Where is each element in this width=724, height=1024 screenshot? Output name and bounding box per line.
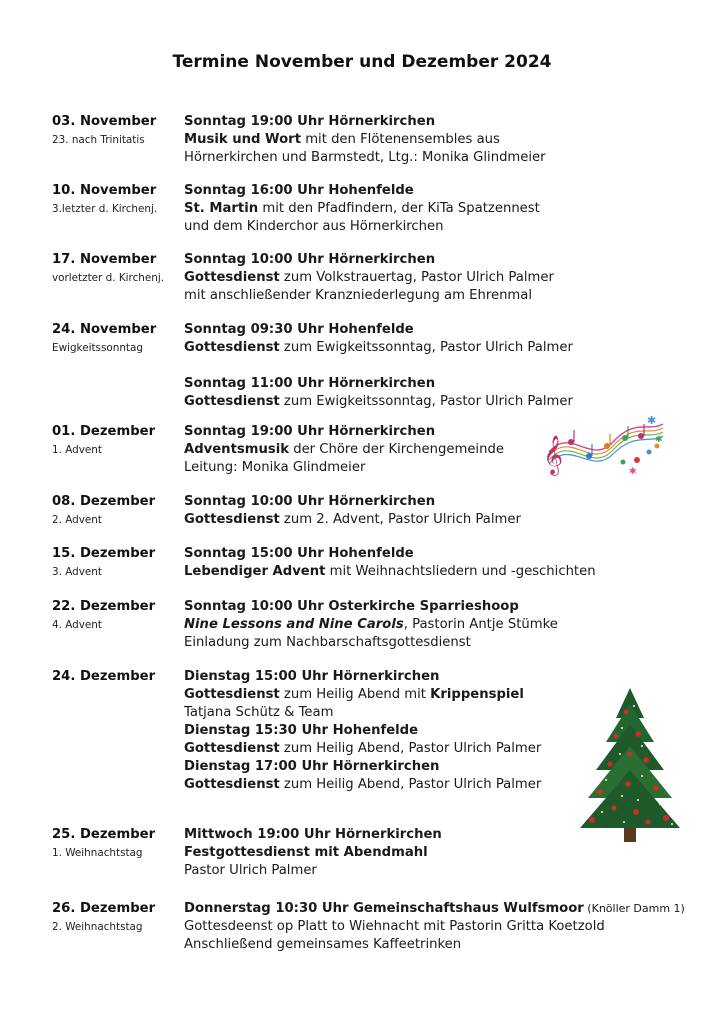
event-liturgical-day: Ewigkeitssonntag [52,342,143,354]
event-text-segment: Gottesdeenst op Platt to Wiehnacht mit Pastorin Gritta Koetzold [184,919,605,934]
event-text-segment: Sonntag 10:00 Uhr Hörnerkirchen [184,494,436,509]
svg-text:✱: ✱ [647,414,657,427]
event-detail-line [184,634,704,652]
event-date-column [52,668,180,686]
event-text-segment: Anschließend gemeinsames Kaffeetrinken [184,937,462,952]
event-text-segment: Donnerstag 10:30 Uhr Gemeinschaftshaus Wulfsmoor [184,901,584,916]
event-date: 03. November [52,114,157,129]
event-text-segment: Dienstag 15:30 Uhr Hohenfelde [184,723,419,738]
event-text-segment: Sonntag 11:00 Uhr Hörnerkirchen [184,376,436,391]
event-date-column [52,251,180,287]
event-detail-line [184,218,704,236]
event-date-column [52,900,180,936]
event-detail-line [184,598,704,616]
event-liturgical-day: 2. Weihnachtstag [52,921,143,933]
svg-text:𝄞: 𝄞 [543,435,564,475]
event-date-column [52,545,180,581]
event-date: 26. Dezember [52,901,156,916]
event-text-segment: Sonntag 19:00 Uhr Hörnerkirchen [184,424,436,439]
event-date: 17. November [52,252,157,267]
event-detail-line [184,936,704,954]
event-date: 08. Dezember [52,494,156,509]
event-date: 24. Dezember [52,669,156,684]
event-text-segment: Sonntag 19:00 Uhr Hörnerkirchen [184,114,436,129]
event-date-column [52,493,180,529]
event-text-segment: zum Heilig Abend mit [279,687,431,702]
event-text-segment: Mittwoch 19:00 Uhr Hörnerkirchen [184,827,442,842]
event-detail-line [184,131,704,149]
event-text-segment: Gottesdienst [184,394,280,409]
event-detail-line [184,287,704,305]
music-notes-decoration [541,412,667,476]
event-text-segment: Pastor Ulrich Palmer [184,863,317,878]
event-detail-line [184,357,704,375]
event-text-segment: mit Weihnachtsliedern und -geschichten [325,564,596,579]
event-text-segment: Gottesdienst [184,741,280,756]
event-detail-line [184,900,704,918]
event-text-segment: mit den Flötenensembles aus [301,132,500,147]
event-liturgical-day: 4. Advent [52,619,102,631]
event-date-column [52,826,180,862]
event-details [184,900,704,954]
event-detail-line [184,918,704,936]
event-text-segment: St. Martin [184,201,259,216]
event-text-segment: Gottesdienst [184,777,280,792]
event-text-segment: Sonntag 15:00 Uhr Hohenfelde [184,546,414,561]
event-detail-line [184,200,704,218]
event-detail-line [184,563,704,581]
event-detail-line [184,251,704,269]
event-text-segment: Adventsmusik [184,442,289,457]
event-detail-line [184,844,704,862]
event-text-segment: Gottesdienst [184,512,280,527]
event-liturgical-day: 3.letzter d. Kirchenj. [52,203,158,215]
event-date-column [52,598,180,634]
event-detail-line [184,339,704,357]
event-date: 10. November [52,183,157,198]
event-detail-line [184,321,704,339]
event-detail-line [184,545,704,563]
event-details [184,251,704,305]
event-detail-line [184,393,704,411]
event-text-segment: zum Volkstrauertag, Pastor Ulrich Palmer [279,270,554,285]
event-text-segment: Nine Lessons and Nine Carols [184,617,404,632]
event-text-segment: der Chöre der Kirchengemeinde [289,442,504,457]
event-text-segment: Sonntag 09:30 Uhr Hohenfelde [184,322,414,337]
event-text-segment: Dienstag 17:00 Uhr Hörnerkirchen [184,759,440,774]
event-text-segment: Sonntag 16:00 Uhr Hohenfelde [184,183,414,198]
event-text-segment: Gottesdienst [184,340,280,355]
event-liturgical-day: 1. Advent [52,444,102,456]
event-text-segment: mit anschließender Kranzniederlegung am Ehrenmal [184,288,533,303]
event-text-segment: zum Ewigkeitssonntag, Pastor Ulrich Palmer [279,394,573,409]
event-detail-line [184,616,704,634]
event-detail-line [184,862,704,880]
event-liturgical-day: vorletzter d. Kirchenj. [52,272,165,284]
event-text-segment: zum 2. Advent, Pastor Ulrich Palmer [279,512,521,527]
event-detail-line [184,269,704,287]
event-text-segment: Festgottesdienst mit Abendmahl [184,845,428,860]
event-detail-line [184,375,704,393]
event-text-segment: Krippenspiel [430,687,524,702]
event-detail-line [184,149,704,167]
event-liturgical-day: 2. Advent [52,514,102,526]
event-date: 15. Dezember [52,546,156,561]
event-text-segment: und dem Kinderchor aus Hörnerkirchen [184,219,444,234]
event-liturgical-day: 3. Advent [52,566,102,578]
event-date-column [52,182,180,218]
event-date: 24. November [52,322,157,337]
event-details [184,493,704,529]
event-text-segment: Gottesdienst [184,687,280,702]
event-text-segment: zum Ewigkeitssonntag, Pastor Ulrich Palmer [279,340,573,355]
christmas-tree-image [576,684,684,844]
event-text-segment: Tatjana Schütz & Team [184,705,334,720]
event-text-segment: (Knöller Damm 1) [583,902,685,915]
event-text-segment: Sonntag 10:00 Uhr Hörnerkirchen [184,252,436,267]
event-detail-line [184,511,704,529]
event-date: 01. Dezember [52,424,156,439]
event-date-column [52,321,180,357]
event-details [184,545,704,581]
event-text-segment: Lebendiger Advent [184,564,326,579]
svg-text:✱: ✱ [629,467,637,476]
event-date-column [52,113,180,149]
event-details [184,321,704,411]
event-liturgical-day: 23. nach Trinitatis [52,134,145,146]
event-text-segment: Einladung zum Nachbarschaftsgottesdienst [184,635,471,650]
event-text-segment: Hörnerkirchen und Barmstedt, Ltg.: Monika Glindmeier [184,150,546,165]
event-text-segment: Sonntag 10:00 Uhr Osterkirche Sparrieshoop [184,599,519,614]
event-detail-line [184,182,704,200]
event-text-segment: mit den Pfadfindern, der KiTa Spatzennest [258,201,540,216]
event-text-segment: Dienstag 15:00 Uhr Hörnerkirchen [184,669,440,684]
event-detail-line [184,113,704,131]
event-text-segment: Musik und Wort [184,132,301,147]
event-text-segment: Leitung: Monika Glindmeier [184,460,366,475]
page-title: Termine November und Dezember 2024 [172,52,552,72]
event-text-segment: Gottesdienst [184,270,280,285]
event-date: 22. Dezember [52,599,156,614]
event-details [184,182,704,236]
event-text-segment: zum Heilig Abend, Pastor Ulrich Palmer [279,777,542,792]
event-detail-line [184,493,704,511]
event-details [184,113,704,167]
svg-text:✱: ✱ [655,435,663,445]
event-liturgical-day: 1. Weihnachtstag [52,847,143,859]
event-date: 25. Dezember [52,827,156,842]
event-date-column [52,423,180,459]
event-text-segment: zum Heilig Abend, Pastor Ulrich Palmer [279,741,542,756]
event-text-segment: , Pastorin Antje Stümke [403,617,558,632]
event-details [184,598,704,652]
